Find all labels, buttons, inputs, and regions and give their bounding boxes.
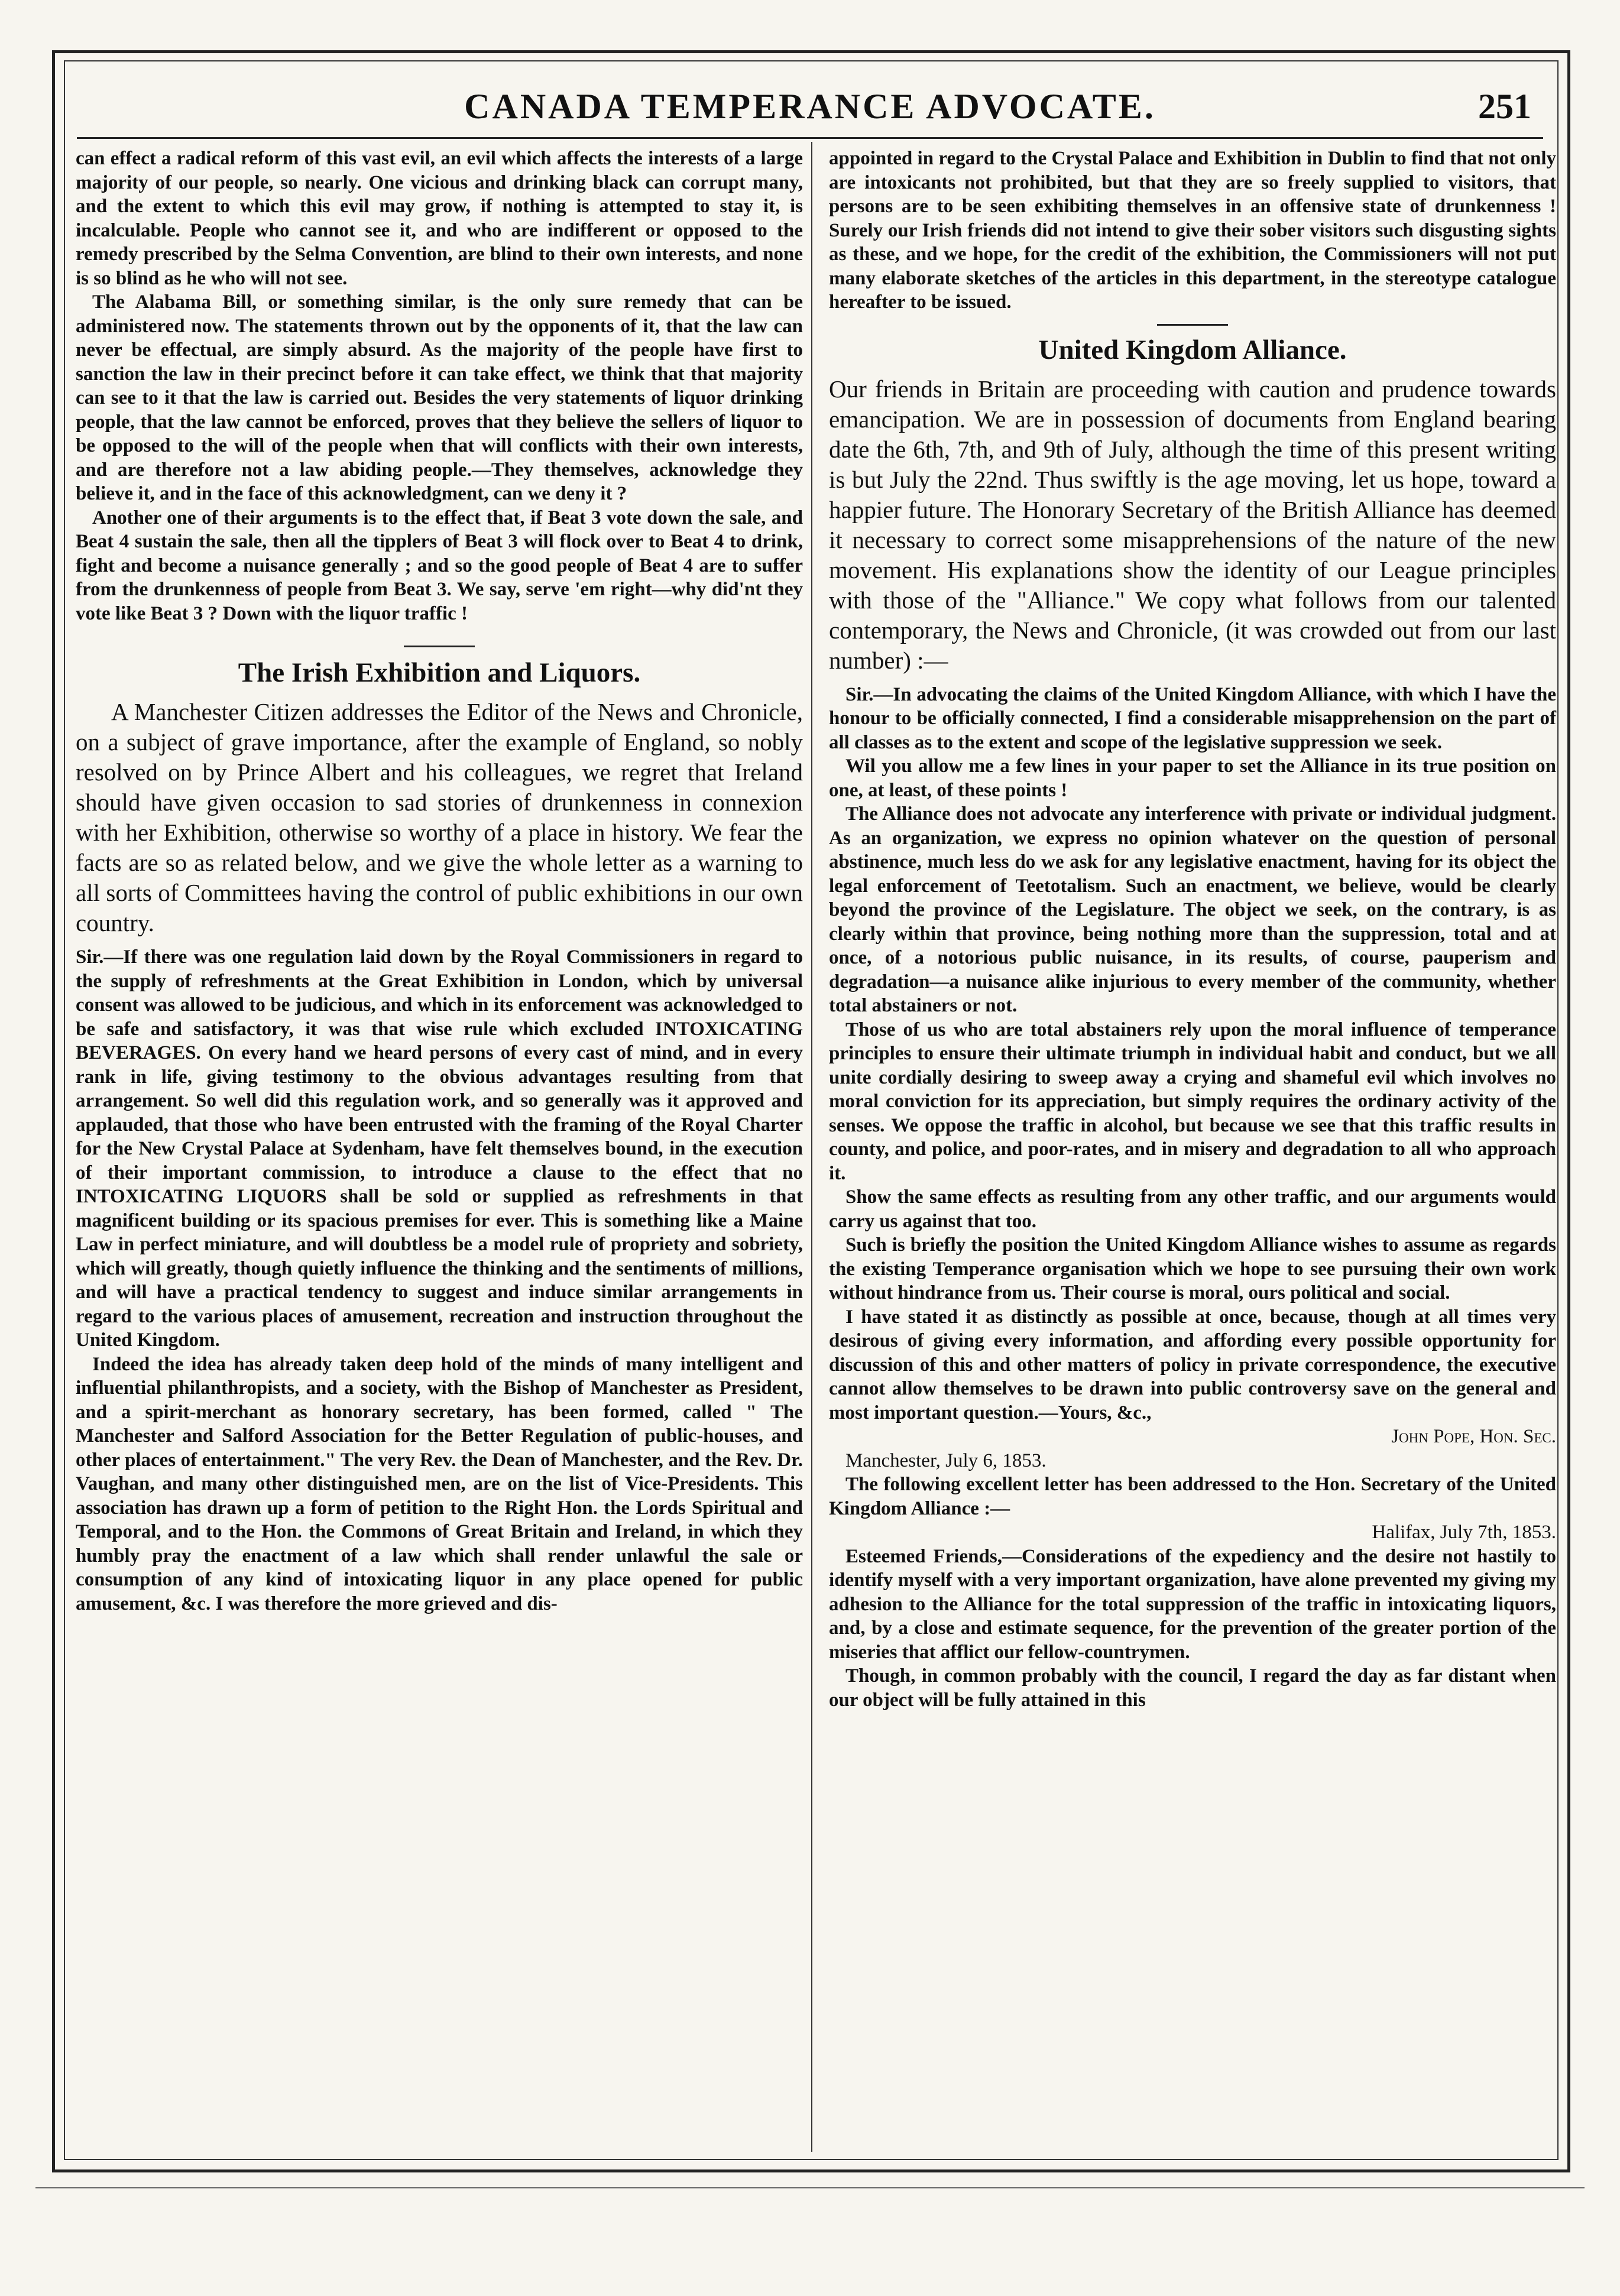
article-paragraph: The Alabama Bill, or something similar, is the only sure remedy that can be administered now. The statements thrown out by the opponents of it, that the law can never be effectual, are simply absurd. As the majority of the people have first to sanction the law in their precinct before it can take effect, we think that that majority can see to it that the law is carried out. Besides the very statements of liquor drinking people, that the law cannot be enforced, proves that they believe the sellers of liquor to be opposed to the will of the people when that will conflicts with their own interests, and are therefore not a law abiding people.—They themselves, acknowledge they believe it, and in the face of this acknowledgment, can we deny it ? bbox=[76, 291, 803, 504]
article-paragraph: can effect a radical reform of this vast evil, an evil which affects the interests of a large majority of our people, so nearly. One vicious and drinking black can corrupt many, and the extent to which this evil may grow, if nothing is attempted to stay it, is incalculable. People who cannot see it, and who are indifferent or opposed to the remedy prescribed by the Selma Convention, are blind to their own interests, and none is so blind as he who will not see. bbox=[76, 148, 803, 289]
running-header bbox=[77, 83, 1543, 137]
letter-paragraph: Sir.—In advocating the claims of the United Kingdom Alliance, with which I have the honour to be officially connected, I find a considerable misapprehension on the part of all classes as to the extent and scope of the legislative suppression we seek. bbox=[829, 683, 1556, 753]
letter-paragraph: I have stated it as distinctly as possible at once, because, though at all times very desirous of giving every information, and affording every possible opportunity for discussion of this and other matters of policy in private correspondence, the executive cannot allow themselves to be drawn into public controversy save on the general and most important question.—Yours, &c., bbox=[829, 1306, 1556, 1423]
letter-paragraph: Sir.—If there was one regulation laid down by the Royal Commissioners in regard to the supply of refreshments at the Great Exhibition in London, which by universal consent was allowed to be judicious, and which in its enforcement was acknowledged to be safe and satisfactory, it was that wise rule which excluded INTOXICATING BEVERAGES. On every hand we heard persons of every cast of mind, and in every rank in life, giving testimony to the obvious advantages resulting from that arrangement. So well did this regulation work, and so generally was it approved and applauded, that those who have been entrusted with the framing of the Royal Charter for the New Crystal Palace at Sydenham, have felt themselves bound, in the execution of their important commission, to introduce a clause to the effect that no INTOXICATING LIQUORS shall be sold or supplied as refreshments in that magnificent building or its spacious premises for ever. This is something like a Maine Law in perfect miniature, and will doubtless be a model rule of propriety and sobriety, which will greatly, though quietly influence the thinking and the sentiments of millions, and will have a practical tendency to suggest and induce similar arrangements in regard to the various places of amusement, recreation and instruction throughout the United Kingdom. bbox=[76, 946, 803, 1351]
letter-paragraph: Esteemed Friends,—Considerations of the expediency and the desire not hastily to identify myself with a very important organization, have alone prevented my giving my adhesion to the Alliance for the total suppression of the traffic in intoxicating liquors, and, by a close and estimate sequence, for the prevention of the greater portion of the miseries that afflict our fellow-countrymen. bbox=[829, 1545, 1556, 1663]
place-date: Manchester, July 6, 1853. bbox=[845, 1449, 1046, 1471]
letter-paragraph: Wil you allow me a few lines in your paper to set the Alliance in its true position on one, at least, of these points ! bbox=[829, 755, 1556, 801]
article-intro: Our friends in Britain are proceeding with caution and prudence towards emancipation. We are in possession of documents from England bearing date the 6th, 7th, and 9th of July, although the time of this present writing is but July the 22nd. Thus swiftly is the age moving, let us hope, toward a happier future. The Honorary Secretary of the British Alliance has deemed it necessary to correct some misapprehensions of the nature of the new movement. His explanations show the identity of our League principles with those of the "Alliance." We copy what follows from our talented contemporary, the News and Chronicle, (it was crowded out from our last number) :— bbox=[829, 375, 1556, 674]
signature: John Pope, Hon. Sec. bbox=[1391, 1426, 1556, 1447]
header-rule bbox=[77, 137, 1543, 139]
column-divider bbox=[811, 142, 812, 2152]
article-heading-uk-alliance: United Kingdom Alliance. bbox=[1038, 334, 1347, 365]
letter-dateline: Halifax, July 7th, 1853. bbox=[1372, 1522, 1556, 1543]
introductory-note: The following excellent letter has been addressed to the Hon. Secretary of the United Kingdom Alliance :— bbox=[829, 1474, 1556, 1519]
right-column bbox=[829, 147, 1556, 1712]
publication-title: CANADA TEMPERANCE ADVOCATE. bbox=[464, 87, 1156, 126]
article-heading-irish-exhibition: The Irish Exhibition and Liquors. bbox=[238, 657, 641, 688]
page-number: 251 bbox=[1478, 87, 1531, 126]
article-intro: A Manchester Citizen addresses the Editor of the News and Chronicle, on a subject of grave importance, after the example of England, so nobly resolved on by Prince Albert and his colleagues, we regret that Ireland should have given occasion to sad stories of drunkenness in connexion with her Exhibition, otherwise so worthy of a place in history. We fear the facts are so as related below, and we give the whole letter as a warning to all sorts of Committees having the control of public exhibitions in our own country. bbox=[76, 698, 803, 936]
letter-paragraph: Show the same effects as resulting from any other traffic, and our arguments would carry us against that too. bbox=[829, 1186, 1556, 1232]
page-bottom-edge bbox=[35, 2187, 1585, 2188]
article-paragraph: appointed in regard to the Crystal Palace and Exhibition in Dublin to find that not only are intoxicants not prohibited, but that they are so freely supplied to visitors, that persons are to be seen exhibiting themselves in an offensive state of drunkenness ! Surely our Irish friends did not intend to give their sober visitors such disgusting sights as these, and we hope, for the credit of the exhibition, the Commissioners will not put many elaborate sketches of the articles in this department, in the stereotype catalogue hereafter to be issued. bbox=[829, 148, 1556, 313]
left-column bbox=[76, 147, 803, 1616]
letter-paragraph: Indeed the idea has already taken deep hold of the minds of many intelligent and influential philanthropists, and a society, with the Bishop of Manchester as President, and a spirit-merchant as honorary secretary, has been formed, called " The Manchester and Salford Association for the Better Regulation of public-houses, and other places of entertainment." The very Rev. the Dean of Manchester, and the Rev. Dr. Vaughan, and many other distinguished men, are on the list of Vice-Presidents. This association has drawn up a form of petition to the Right Hon. the Lords Spiritual and Temporal, and to the Hon. the Commons of Great Britain and Ireland, in which they humbly pray the enactment of a law which shall render unlawful the sale or consumption of any kind of intoxicating liquor in any place opened for public amusement, &c. I was therefore the more grieved and dis- bbox=[76, 1353, 803, 1614]
article-paragraph: Another one of their arguments is to the effect that, if Beat 3 vote down the sale, and Beat 4 sustain the sale, then all the tipplers of Beat 3 will flock over to Beat 4 to drink, fight and become a nuisance generally ; and so the good people of Beat 4 are to suffer from the drunkenness of people from Beat 3. We say, serve 'em right—why did'nt they vote like Beat 3 ? Down with the liquor traffic ! bbox=[76, 507, 803, 624]
letter-paragraph: Such is briefly the position the United Kingdom Alliance wishes to assume as regards the existing Temperance organisation which we hope to see pursuing their own work without hindrance from us. Their course is moral, ours political and social. bbox=[829, 1234, 1556, 1303]
letter-paragraph: Though, in common probably with the council, I regard the day as far distant when our object will be fully attained in this bbox=[829, 1665, 1556, 1711]
letter-paragraph: The Alliance does not advocate any interference with private or individual judgment. As an organization, we express no opinion whatever on the question of personal abstinence, much less do we ask for any legislative enactment, having for its object the legal enforcement of Teetotalism. Such an enactment, we believe, would be clearly beyond the province of the Legislature. The object we seek, on the contrary, is as clearly within that province, being nothing more than the suppression, total and at once, of a notorious public nuisance, in its results, of course, pauperism and degradation—a nuisance alike injurious to every member of the community, whether total abstainers or not. bbox=[829, 803, 1556, 1016]
letter-paragraph: Those of us who are total abstainers rely upon the moral influence of temperance principles to ensure their ultimate triumph in individual habit and conduct, but we all unite cordially desiring to sweep away a crying and shameful evil which involves no moral conviction for its appreciation, but simply requires the ordinary activity of the senses. We oppose the traffic in alcohol, but because we see that this traffic results in county, and police, and poor-rates, and in misery and degradation to all who approach it. bbox=[829, 1019, 1556, 1184]
